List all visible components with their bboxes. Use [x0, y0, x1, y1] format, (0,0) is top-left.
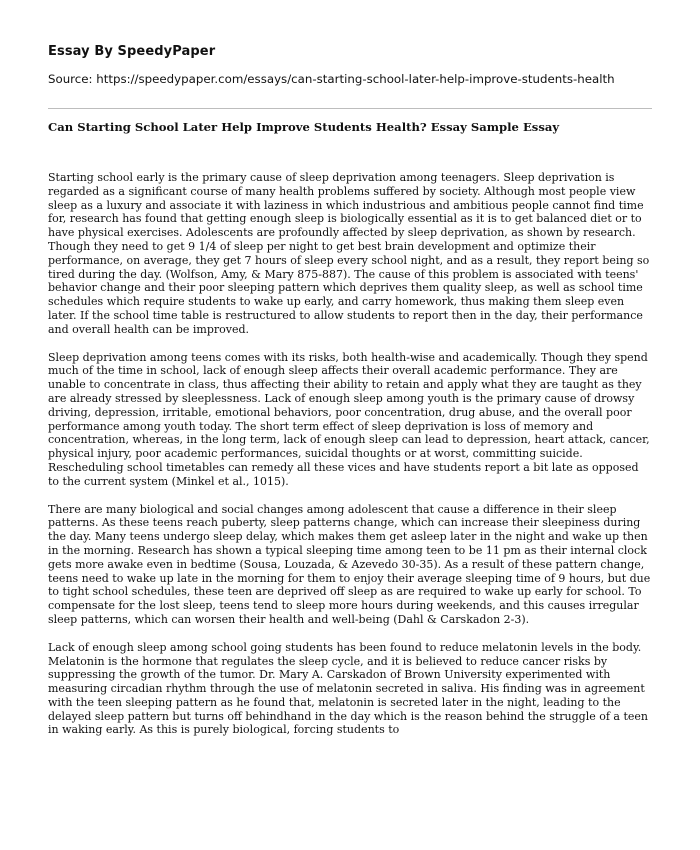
source-url: Source: https://speedypaper.com/essays/can-starting-school-later-help-improve-students-health — [48, 72, 615, 86]
essay-paragraph-3: There are many biological and social changes among adolescent that cause a difference in their sleep patterns. As these teens reach puberty, sleep patterns change, which can increase their sleepiness during the day. Many teens undergo sleep delay, which makes them get asleep later in the night and wake up then in the morning. Research has shown a typical sleeping time among teen to be 11 pm as their internal clock gets more awake even in bedtime (Sousa, Louzada, & Azevedo 30-35). As a result of these pattern change, teens need to wake up late in the morning for them to enjoy their average sleeping time of 9 hours, but due to tight school schedules, these teen are deprived off sleep as are required to wake up early for school. To compensate for the lost sleep, teens tend to sleep more hours during weekends, and this causes irregular sleep patterns, which can worsen their health and well-being (Dahl & Carskadon 2-3). — [48, 502, 651, 626]
essay-paragraph-4: Lack of enough sleep among school going students has been found to reduce melatonin levels in the body. Melatonin is the hormone that regulates the sleep cycle, and it is believed to reduce cancer risks by suppressing the growth of the tumor. Dr. Mary A. Carskadon of Brown University experimented with measuring circadian rhythm through the use of melatonin secreted in saliva. His finding was in agreement with the teen sleeping pattern as he found that, melatonin is secreted later in the night, leading to the delayed sleep pattern but turns off behindhand in the day which is the reason behind the struggle of a teen in waking early. As this is purely biological, forcing students to — [48, 640, 649, 737]
essay-title: Can Starting School Later Help Improve Students Health? Essay Sample Essay — [48, 120, 560, 134]
essay-body — [48, 171, 652, 751]
essay-paragraph-1: Starting school early is the primary cause of sleep deprivation among teenagers. Sleep deprivation is regarded as a significant course of many health problems suffered by society. Although most people view sleep as a luxury and associate it with laziness in which industrious and ambitious people cannot find time for, research has found that getting enough sleep is biologically essential as it is to get balanced diet or to have physical exercises. Adolescents are profoundly affected by sleep deprivation, as shown by research. Though they need to get 9 1/4 of sleep per night to get best brain development and optimize their performance, on average, they get 7 hours of sleep every school night, and as a result, they report being so tired during the day. (Wolfson, Amy, & Mary 875-887). The cause of this problem is associated with teens' behavior change and their poor sleeping pattern which deprives them quality sleep, as well as school time schedules which require students to wake up early, and carry homework, thus making them sleep even later. If the school time table is restructured to allow students to report then in the day, their performance and overall health can be improved. — [48, 171, 650, 336]
brand-title: Essay By SpeedyPaper — [48, 44, 216, 59]
header-divider — [48, 108, 652, 109]
essay-paragraph-2: Sleep deprivation among teens comes with its risks, both health-wise and academically. Though they spend much of the time in school, lack of enough sleep affects their overall academic performance. They are unable to concentrate in class, thus affecting their ability to retain and apply what they are taught as they are already stressed by sleeplessness. Lack of enough sleep among youth is the primary cause of drowsy driving, depression, irritable, emotional behaviors, poor concentration, drug abuse, and the overall poor performance among youth today. The short term effect of sleep deprivation is loss of memory and concentration, whereas, in the long term, lack of enough sleep can lead to depression, heart attack, cancer, physical injury, poor academic performances, suicidal thoughts or at worst, committing suicide. Rescheduling school timetables can remedy all these vices and have students report a bit late as opposed to the current system (Minkel et al., 1015). — [48, 350, 650, 488]
